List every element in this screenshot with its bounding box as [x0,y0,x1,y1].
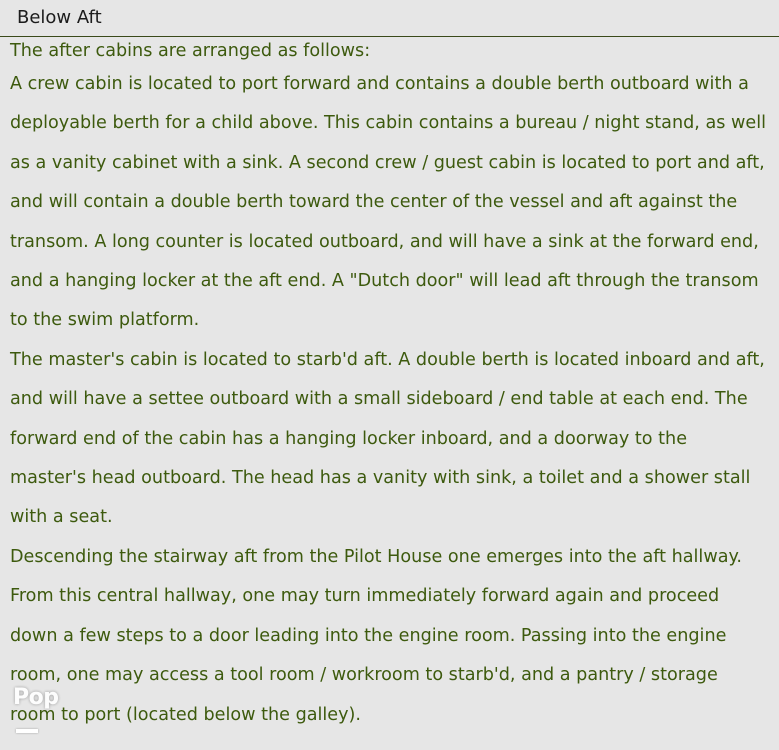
watermark-underline [16,729,38,733]
intro-paragraph: The after cabins are arranged as follows: [10,41,371,61]
master-cabin-paragraph: The master's cabin is located to starb'd aft. A double berth is located inboard and aft, and will have a settee outboard with a small sideboard / end table at each end. The forward end of the cabin has a hanging locker inboard, and a doorway to the master's head outboard. The head has a vanity with sink, a toilet and a shower stall with a seat. [10,349,765,528]
hallway-paragraph: Descending the stairway aft from the Pilot House one emerges into the aft hallway. From this central hallway, one may turn immediately forward again and proceed down a few steps to a door leading into the engine room. Passing into the engine room, one may access a tool room / workroom to starb'd, and a pantry / storage room to port (located below the galley). [10,546,742,725]
watermark-logo: Pop [13,685,59,710]
section-header [0,0,779,37]
crew-cabin-paragraph: A crew cabin is located to port forward and contains a double berth outboard with a deployable berth for a child above. This cabin contains a bureau / night stand, as well as a vanity cabinet with a sink. A second crew / guest cabin is located to port and aft, and will contain a double berth toward the center of the vessel and aft against the transom. A long counter is located outboard, and will have a sink at the forward end, and a hanging locker at the aft end. A "Dutch door" will lead aft through the transom to the swim platform. [10,74,766,331]
description-body [0,37,779,735]
section-title: Below Aft [17,7,102,28]
